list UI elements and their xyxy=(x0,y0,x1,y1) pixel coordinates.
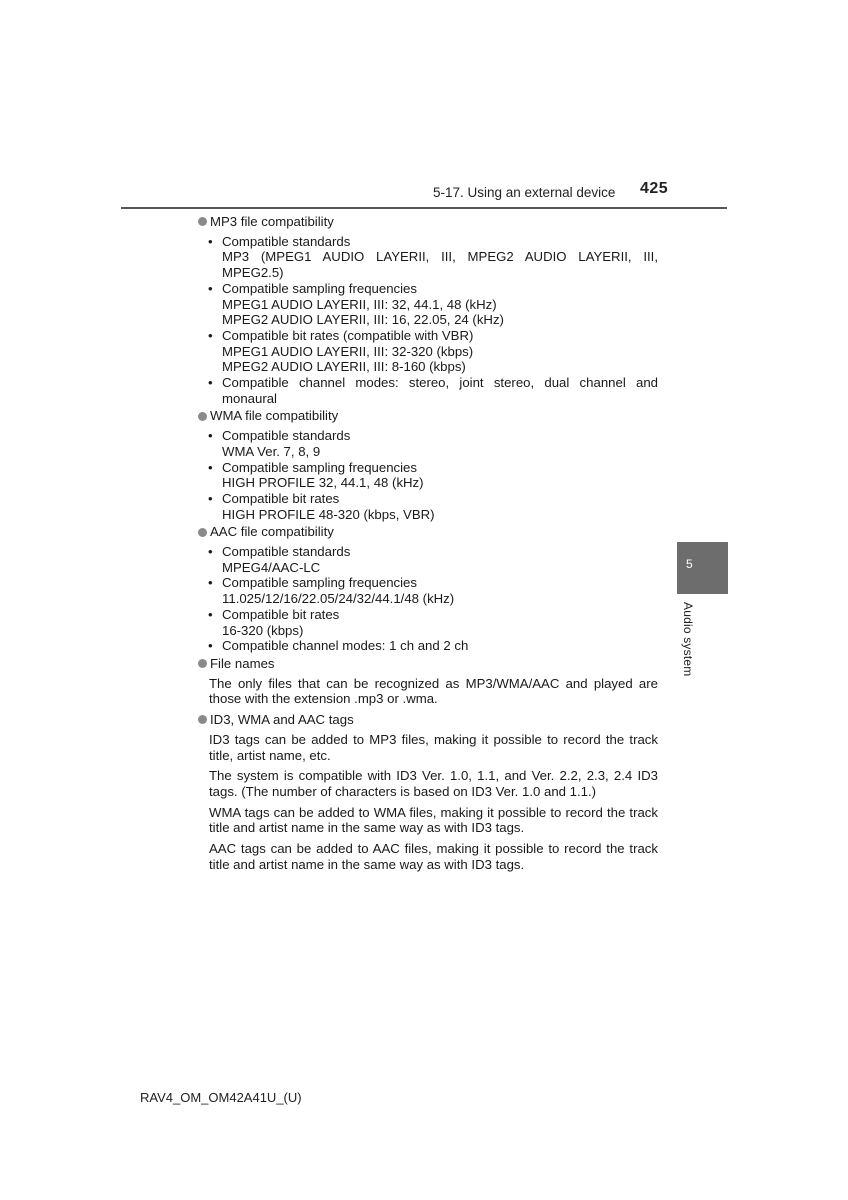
bullet-dot-icon xyxy=(198,217,207,226)
section-wma xyxy=(198,408,658,522)
paragraph: AAC tags can be added to AAC files, making it possible to record the track title and artist name in the same way as with ID3 tags. xyxy=(209,841,658,872)
section-heading xyxy=(198,524,658,540)
paragraph: The only files that can be recognized as MP3/WMA/AAC and played are those with the extension .mp3 or .wma. xyxy=(209,675,658,707)
paragraph: ID3 tags can be added to MP3 files, making it possible to record the track title, artist name, etc. xyxy=(209,731,658,763)
bullet-dot-icon xyxy=(198,412,207,421)
header-rule xyxy=(121,207,727,209)
heading-text: WMA file compatibility xyxy=(210,408,339,424)
paragraph: WMA tags can be added to WMA files, making it possible to record the track title and artist name in the same way as with ID3 tags. xyxy=(209,804,658,836)
section-title: 5-17. Using an external device xyxy=(433,185,616,200)
section-tags xyxy=(198,712,658,872)
bullet-dot-icon xyxy=(198,715,207,724)
page-number: 425 xyxy=(640,180,669,197)
list-item: • Compatible standards WMA Ver. 7, 8, 9 xyxy=(208,428,351,459)
heading-text: MP3 file compatibility xyxy=(210,214,334,229)
heading-text: AAC file compatibility xyxy=(210,524,334,540)
list-item: • Compatible standards MP3 (MPEG1 AUDIO LAYERII, III, MPEG2 AUDIO LAYERII, III, MPEG2.5) xyxy=(208,233,658,281)
document-id: RAV4_OM_OM42A41U_(U) xyxy=(140,1090,302,1105)
list-item: • Compatible bit rates 16-320 (kbps) xyxy=(208,606,340,638)
list-item: • Compatible sampling frequencies HIGH PROFILE 32, 44.1, 48 (kHz) xyxy=(208,459,424,491)
section-heading xyxy=(198,408,658,424)
page-content xyxy=(198,214,658,877)
section-mp3 xyxy=(198,214,658,406)
list-item: • Compatible channel modes: 1 ch and 2 ch xyxy=(208,638,469,654)
chapter-label: Audio system xyxy=(681,602,695,677)
list-item: • Compatible standards MPEG4/AAC-LC xyxy=(208,544,351,575)
list-item: • Compatible channel modes: stereo, joint stereo, dual channel and monaural xyxy=(208,375,658,406)
section-file-names xyxy=(198,656,658,707)
paragraph: The system is compatible with ID3 Ver. 1.0, 1.1, and Ver. 2.2, 2.3, 2.4 ID3 tags. (The number of characters is based on ID3 Ver. 1.0 and 1.1.) xyxy=(209,768,658,799)
chapter-tab xyxy=(677,542,728,594)
list-item: • Compatible bit rates HIGH PROFILE 48-320 (kbps, VBR) xyxy=(208,490,435,522)
section-heading xyxy=(198,712,658,728)
section-heading xyxy=(198,214,658,230)
bullet-dot-icon xyxy=(198,659,207,668)
section-aac xyxy=(198,524,658,654)
bullet-dot-icon xyxy=(198,528,207,537)
list-item: • Compatible bit rates (compatible with VBR) MPEG1 AUDIO LAYERII, III: 32-320 (kbps) MPEG2 AUDIO LAYERII, III: 8-160 (kbps) xyxy=(208,327,474,375)
chapter-number: 5 xyxy=(686,557,693,571)
list-item: • Compatible sampling frequencies 11.025/12/16/22.05/24/32/44.1/48 (kHz) xyxy=(208,575,455,607)
heading-text: File names xyxy=(210,655,275,671)
section-heading xyxy=(198,656,658,672)
heading-text: ID3, WMA and AAC tags xyxy=(210,712,354,728)
list-item: • Compatible sampling frequencies MPEG1 AUDIO LAYERII, III: 32, 44.1, 48 (kHz) MPEG2 AUDIO LAYERII, III: 16, 22.05, 24 (kHz) xyxy=(208,280,504,328)
